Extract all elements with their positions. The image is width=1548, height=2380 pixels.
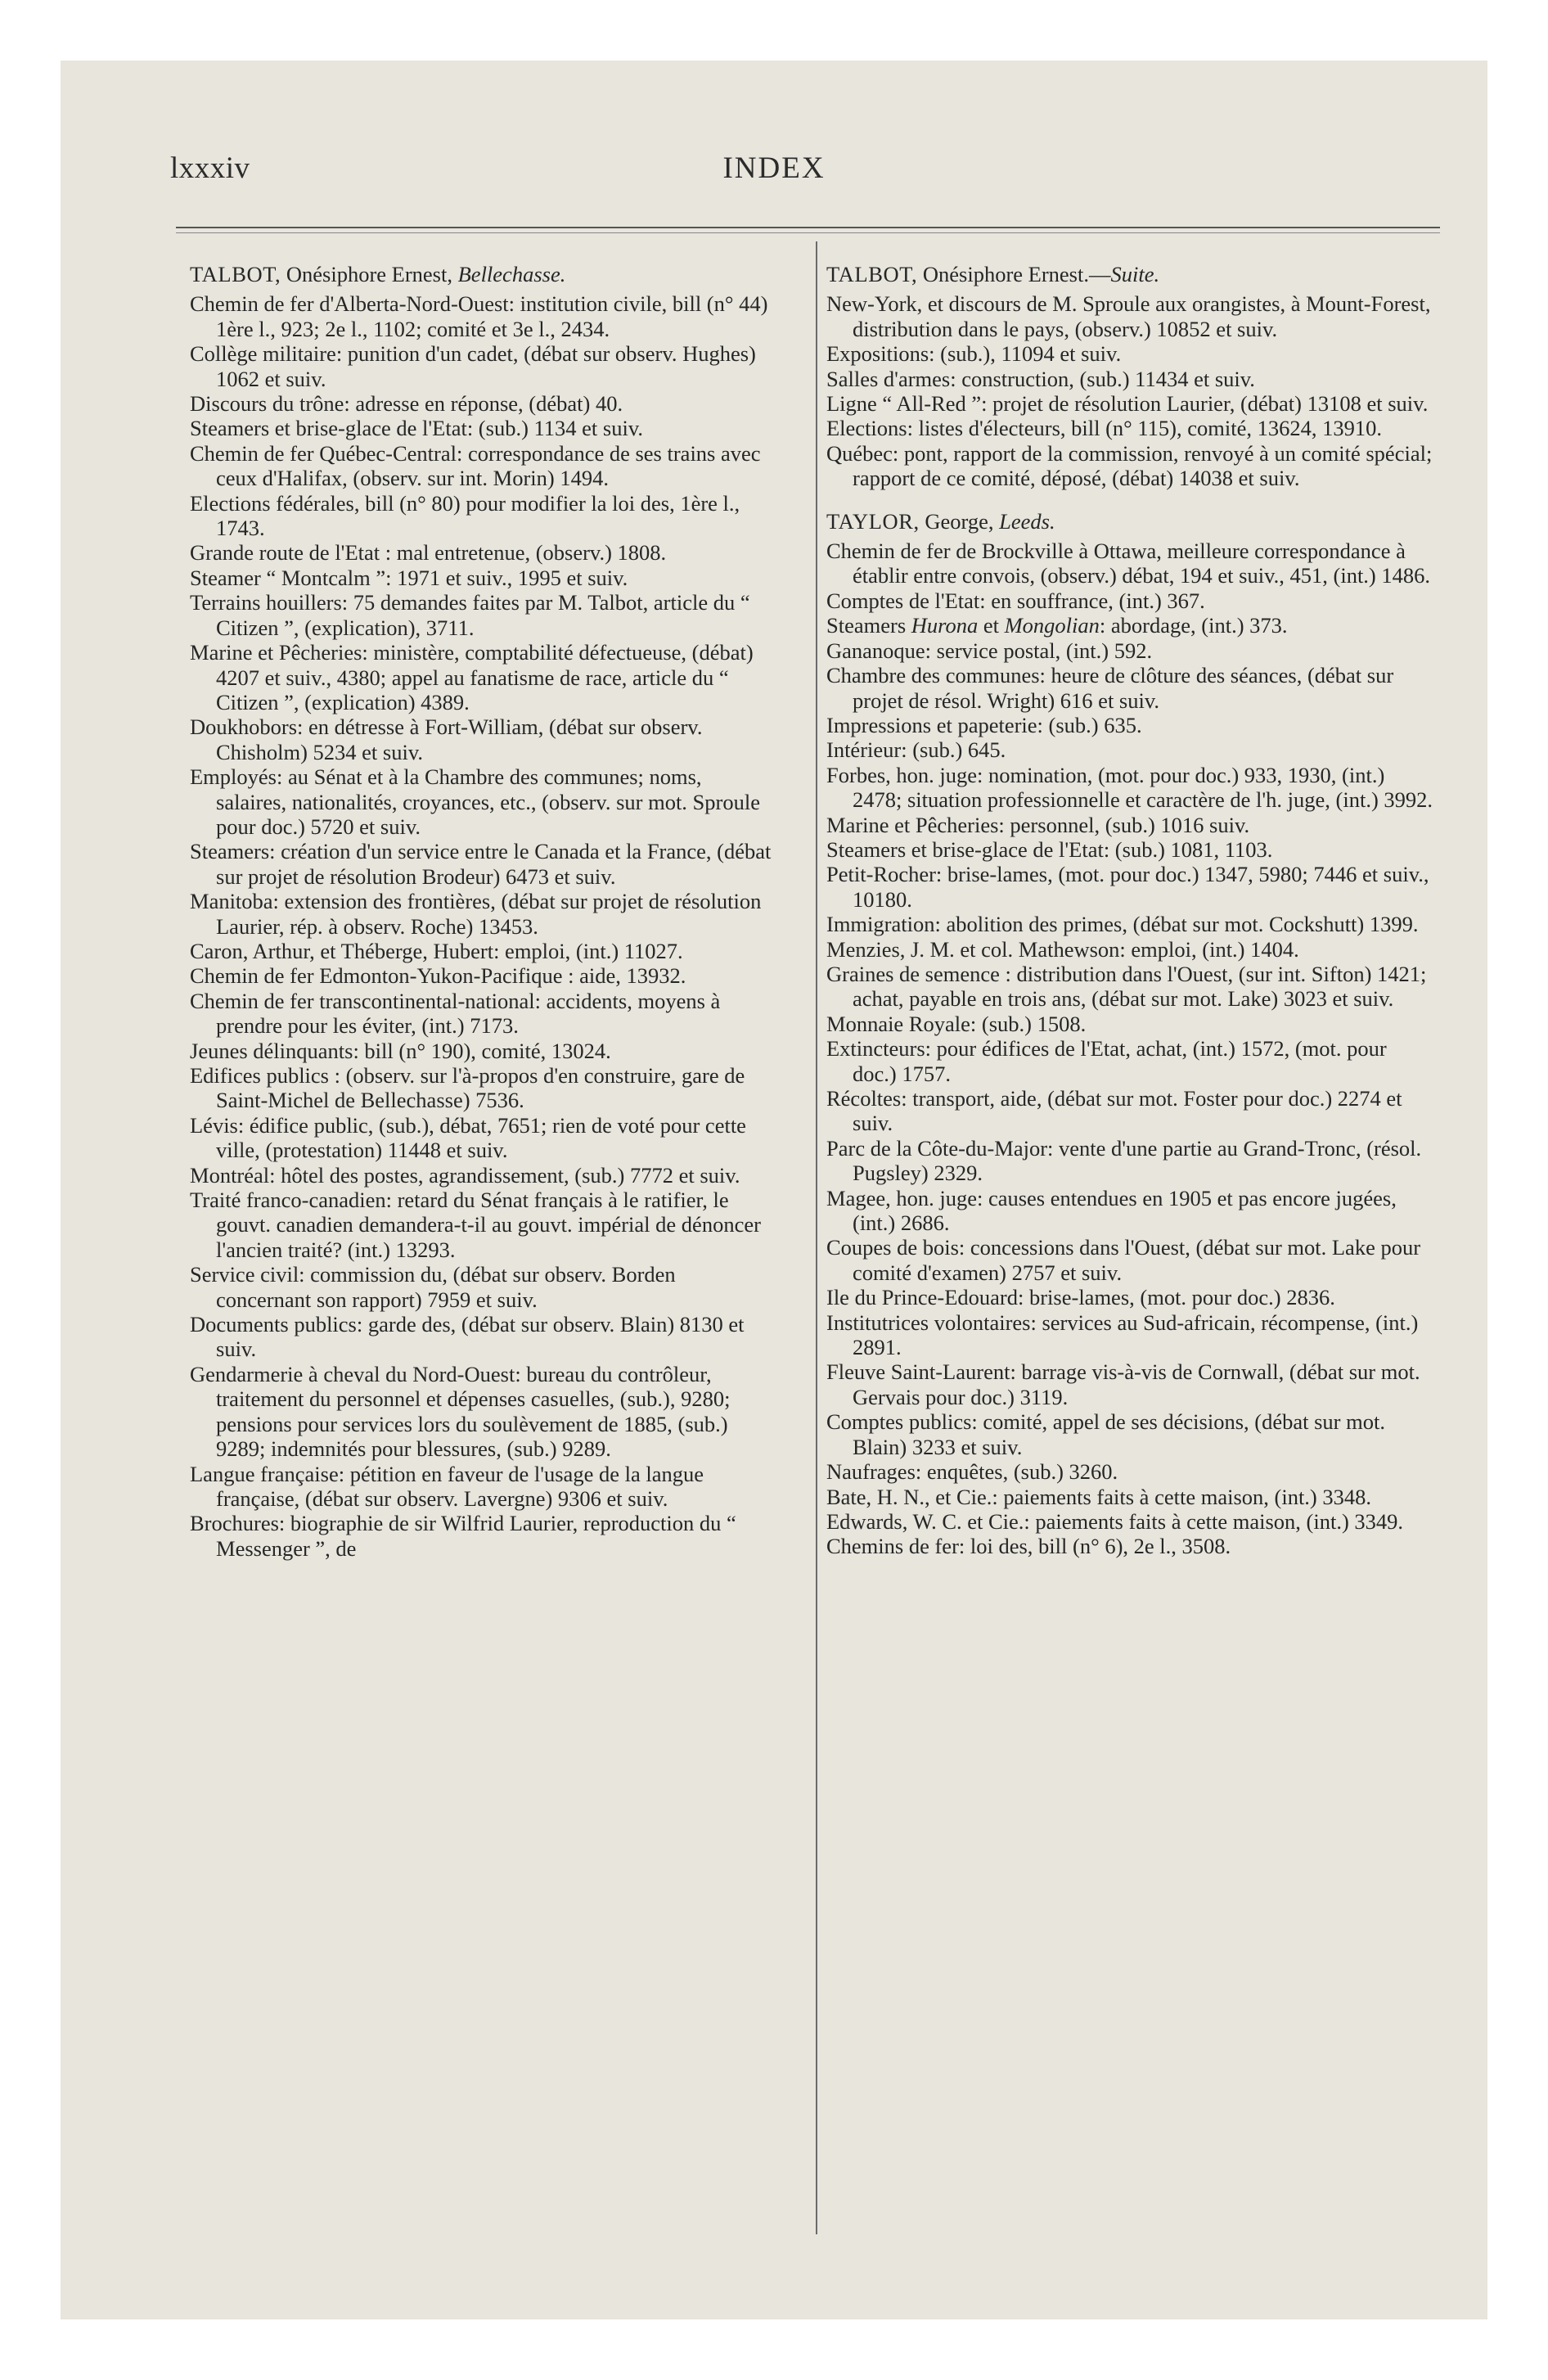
index-entry: Récoltes: transport, aide, (débat sur mot. Foster pour doc.) 2274 et suiv. bbox=[826, 1086, 1402, 1136]
index-entry: Manitoba: extension des frontières, (débat sur projet de résolution Laurier, rép. à observ. Roche) 13453. bbox=[190, 889, 762, 939]
index-entry: Traité franco-canadien: retard du Sénat français à le ratifier, le gouvt. canadien demandera-t-il au gouvt. impérial de dénoncer l'ancien traité? (int.) 13293. bbox=[190, 1188, 761, 1262]
index-entry: Elections: listes d'électeurs, bill (n° 115), comité, 13624, 13910. bbox=[826, 416, 1382, 441]
index-entry: Steamers et brise-glace de l'Etat: (sub.) 1134 et suiv. bbox=[190, 416, 643, 441]
index-entry: Graines de semence : distribution dans l'Ouest, (sur int. Sifton) 1421; achat, payable en trois ans, (débat sur mot. Lake) 3023 et suiv. bbox=[826, 961, 1427, 1012]
index-entry: Elections fédérales, bill (n° 80) pour modifier la loi des, 1ère l., 1743. bbox=[190, 490, 740, 541]
entry-suffix: : abordage, (int.) 373. bbox=[1099, 613, 1288, 638]
index-entry: Terrains houillers: 75 demandes faites par M. Talbot, article du “ Citizen ”, (explication), 3711. bbox=[190, 590, 750, 640]
entry-prefix: Steamers bbox=[826, 613, 907, 638]
index-entry: Marine et Pêcheries: personnel, (sub.) 1016 suiv. bbox=[826, 812, 1250, 837]
index-entry: Grande route de l'Etat : mal entretenue, (observ.) 1808. bbox=[190, 540, 667, 566]
index-entry: Comptes publics: comité, appel de ses décisions, (débat sur mot. Blain) 3233 et suiv. bbox=[826, 1409, 1385, 1459]
index-entry: Gendarmerie à cheval du Nord-Ouest: bureau du contrôleur, traitement du personnel et dépenses casuelles, (sub.), 9280; pensions pour services lors du soulèvement de 1885, (sub.) 9289; indemnités pour blessures, (sub.) 9289. bbox=[190, 1361, 731, 1462]
index-entry: Chemin de fer d'Alberta-Nord-Ouest: institution civile, bill (n° 44) 1ère l., 923; 2e l., 1102; comité et 3e l., 2434. bbox=[190, 291, 768, 341]
index-entry: Brochures: biographie de sir Wilfrid Laurier, reproduction du “ Messenger ”, de bbox=[190, 1511, 736, 1561]
heading-riding: Bellechasse. bbox=[457, 262, 566, 286]
header-rule-thin bbox=[176, 232, 1440, 233]
index-entry bbox=[826, 613, 1435, 638]
heading-surname: TALBOT, bbox=[826, 262, 918, 286]
index-entry: Coupes de bois: concessions dans l'Ouest, (débat sur mot. Lake pour comité d'examen) 2757 et suiv. bbox=[826, 1235, 1421, 1285]
page-number: lxxxiv bbox=[170, 151, 250, 185]
ship-name: Mongolian bbox=[1004, 613, 1100, 638]
index-entry: Marine et Pêcheries: ministère, comptabilité défectueuse, (débat) 4207 et suiv., 4380; appel au fanatisme de race, article du “ Citizen ”, (explication) 4389. bbox=[190, 640, 754, 714]
index-entry: Lévis: édifice public, (sub.), débat, 7651; rien de voté pour cette ville, (protestation) 11448 et suiv. bbox=[190, 1112, 746, 1163]
index-entry: Forbes, hon. juge: nomination, (mot. pour doc.) 933, 1930, (int.) 2478; situation professionnelle et caractère de l'h. juge, (int.) 3992. bbox=[826, 762, 1433, 813]
heading-surname: TAYLOR, bbox=[826, 508, 920, 534]
index-entry: Parc de la Côte-du-Major: vente d'une partie au Grand-Tronc, (résol. Pugsley) 2329. bbox=[826, 1135, 1422, 1186]
index-entry: Caron, Arthur, et Théberge, Hubert: emploi, (int.) 11027. bbox=[190, 938, 683, 963]
index-entry: Comptes de l'Etat: en souffrance, (int.) 367. bbox=[826, 588, 1205, 613]
index-entry: Montréal: hôtel des postes, agrandissement, (sub.) 7772 et suiv. bbox=[190, 1162, 740, 1188]
index-entry: Monnaie Royale: (sub.) 1508. bbox=[826, 1011, 1087, 1036]
index-entry: Fleuve Saint-Laurent: barrage vis-à-vis de Cornwall, (débat sur mot. Gervais pour doc.) 3119. bbox=[826, 1359, 1420, 1409]
index-entry: Chambre des communes: heure de clôture des séances, (débat sur projet de résol. Wright) 616 et suiv. bbox=[826, 663, 1394, 713]
name-heading bbox=[190, 262, 772, 286]
index-entry: Bate, H. N., et Cie.: paiements faits à cette maison, (int.) 3348. bbox=[826, 1484, 1372, 1509]
index-entry: Expositions: (sub.), 11094 et suiv. bbox=[826, 341, 1122, 367]
left-column bbox=[190, 262, 772, 1561]
index-entry: Edwards, W. C. et Cie.: paiements faits à cette maison, (int.) 3349. bbox=[826, 1508, 1404, 1534]
heading-suite: Suite. bbox=[1110, 262, 1160, 286]
heading-given-names: Onésiphore Ernest.— bbox=[922, 262, 1111, 286]
index-entry: Chemin de fer Québec-Central: correspondance de ses trains avec ceux d'Halifax, (observ. sur int. Morin) 1494. bbox=[190, 440, 761, 491]
index-entry: Jeunes délinquants: bill (n° 190), comité, 13024. bbox=[190, 1038, 611, 1063]
index-entry: Salles d'armes: construction, (sub.) 11434 et suiv. bbox=[826, 366, 1255, 391]
index-entry: Ligne “ All-Red ”: projet de résolution Laurier, (débat) 13108 et suiv. bbox=[826, 391, 1429, 417]
index-entry: Institutrices volontaires: services au Sud-africain, récompense, (int.) 2891. bbox=[826, 1309, 1419, 1360]
ship-name: Hurona bbox=[911, 613, 979, 638]
index-entry: Collège militaire: punition d'un cadet, (débat sur observ. Hughes) 1062 et suiv. bbox=[190, 341, 756, 391]
running-head: INDEX bbox=[722, 151, 826, 185]
index-entry: Employés: au Sénat et à la Chambre des communes; noms, salaires, nationalités, croyances, etc., (observ. sur mot. Sproule pour doc.) 5720 et suiv. bbox=[190, 764, 760, 839]
index-entry: Chemin de fer Edmonton-Yukon-Pacifique : aide, 13932. bbox=[190, 963, 686, 989]
heading-riding: Leeds. bbox=[999, 508, 1055, 534]
index-entry: Extincteurs: pour édifices de l'Etat, achat, (int.) 1572, (mot. pour doc.) 1757. bbox=[826, 1036, 1387, 1086]
index-entry: Steamers: création d'un service entre le Canada et la France, (débat sur projet de résolution Brodeur) 6473 et suiv. bbox=[190, 839, 772, 889]
header-rule bbox=[176, 227, 1440, 228]
continuation-heading bbox=[826, 262, 1435, 286]
column-divider bbox=[816, 241, 817, 2234]
index-entry: Magee, hon. juge: causes entendues en 1905 et pas encore jugées, (int.) 2686. bbox=[826, 1185, 1397, 1236]
index-entry: Chemins de fer: loi des, bill (n° 6), 2e l., 3508. bbox=[826, 1534, 1231, 1559]
index-entries bbox=[826, 539, 1435, 613]
index-entry: Intérieur: (sub.) 645. bbox=[826, 737, 1006, 763]
entry-conjunction: et bbox=[983, 613, 999, 638]
index-entry: Steamer “ Montcalm ”: 1971 et suiv., 1995 et suiv. bbox=[190, 565, 628, 590]
index-entry: New-York, et discours de M. Sproule aux orangistes, à Mount-Forest, distribution dans le pays, (observ.) 10852 et suiv. bbox=[826, 291, 1431, 341]
name-heading bbox=[826, 509, 1435, 534]
index-entry: Gananoque: service postal, (int.) 592. bbox=[826, 638, 1153, 663]
index-entry: Documents publics: garde des, (débat sur observ. Blain) 8130 et suiv. bbox=[190, 1312, 745, 1362]
index-entry: Doukhobors: en détresse à Fort-William, (débat sur observ. Chisholm) 5234 et suiv. bbox=[190, 714, 703, 764]
index-entry: Menzies, J. M. et col. Mathewson: emploi, (int.) 1404. bbox=[826, 936, 1299, 962]
index-entries bbox=[826, 291, 1435, 490]
index-entry: Immigration: abolition des primes, (débat sur mot. Cockshutt) 1399. bbox=[826, 912, 1419, 937]
index-entry: Langue française: pétition en faveur de l'usage de la langue française, (débat sur observ. Lavergne) 9306 et suiv. bbox=[190, 1461, 704, 1511]
index-entry: Naufrages: enquêtes, (sub.) 3260. bbox=[826, 1459, 1118, 1485]
index-entry: Steamers et brise-glace de l'Etat: (sub.) 1081, 1103. bbox=[826, 836, 1273, 862]
heading-surname: TALBOT, bbox=[190, 262, 281, 286]
index-entry: Ile du Prince-Edouard: brise-lames, (mot. pour doc.) 2836. bbox=[826, 1285, 1335, 1310]
index-entry: Edifices publics : (observ. sur l'à-propos d'en construire, gare de Saint-Michel de Bellechasse) 7536. bbox=[190, 1063, 745, 1113]
index-entry: Service civil: commission du, (débat sur observ. Borden concernant son rapport) 7959 et suiv. bbox=[190, 1262, 676, 1312]
index-entry: Impressions et papeterie: (sub.) 635. bbox=[826, 712, 1142, 737]
heading-given-names: George, bbox=[925, 508, 994, 534]
right-column bbox=[826, 262, 1435, 1559]
index-entry: Chemin de fer transcontinental-national: accidents, moyens à prendre pour les éviter, (int.) 7173. bbox=[190, 988, 721, 1039]
index-entries bbox=[826, 638, 1435, 1559]
heading-given-names: Onésiphore Ernest, bbox=[286, 262, 452, 286]
index-entries bbox=[190, 291, 772, 1561]
index-entry: Chemin de fer de Brockville à Ottawa, meilleure correspondance à établir entre convois, (observ.) débat, 194 et suiv., 451, (int.) 1486. bbox=[826, 539, 1431, 588]
index-entry: Discours du trône: adresse en réponse, (débat) 40. bbox=[190, 391, 623, 417]
index-entry: Québec: pont, rapport de la commission, renvoyé à un comité spécial; rapport de ce comité, déposé, (débat) 14038 et suiv. bbox=[826, 440, 1433, 491]
index-entry: Petit-Rocher: brise-lames, (mot. pour doc.) 1347, 5980; 7446 et suiv., 10180. bbox=[826, 862, 1429, 912]
